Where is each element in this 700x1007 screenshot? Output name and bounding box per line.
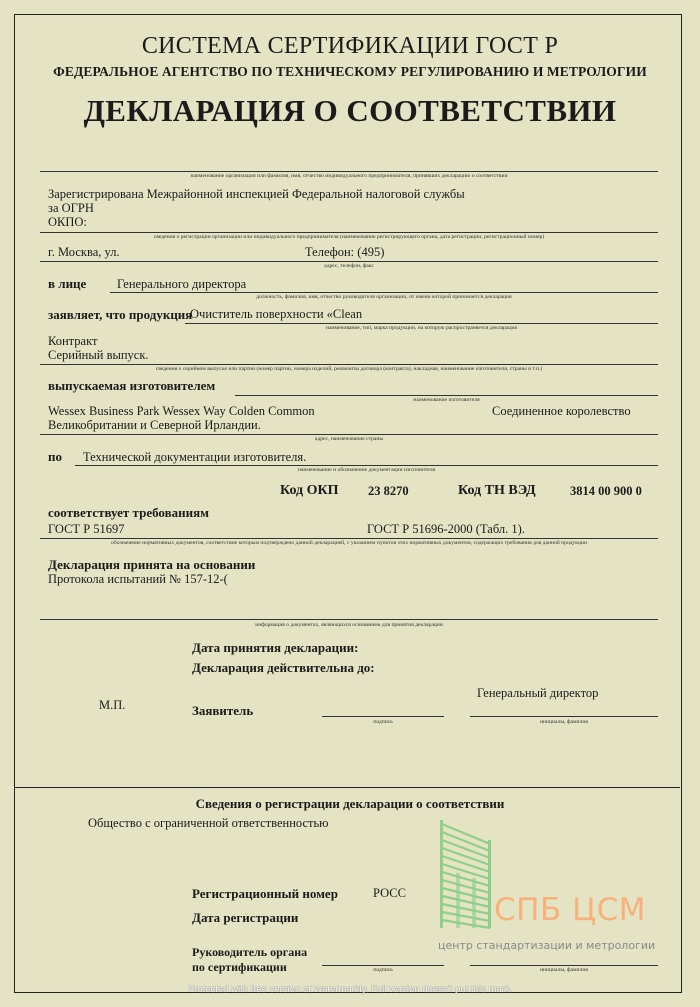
basis-doc-value: Технической документации изготовителя. [83, 450, 307, 464]
applicant-sign-label: Заявитель [192, 703, 254, 718]
acceptance-caption: информация о документах, являющихся основанием для принятия декларации [255, 622, 443, 628]
manufacturer-country: Соединенное королевство [492, 404, 631, 418]
agency-title: ФЕДЕРАЛЬНОЕ АГЕНТСТВО ПО ТЕХНИЧЕСКОМУ РЕГУЛИРОВАНИЮ И МЕТРОЛОГИИ [53, 64, 647, 79]
okp-code-label: Код ОКП [280, 483, 339, 498]
initials-line [470, 716, 658, 717]
logo-tagline: центр стандартизации и метрологии [438, 939, 656, 952]
signature-line [322, 716, 444, 717]
requirements-standard-2: ГОСТ Р 51696-2000 (Табл. 1). [367, 522, 525, 536]
watermark-text: Protected with free version of Watermarkly. Full version doesn't put this mark. [187, 984, 513, 995]
manufacturer-address-line [40, 434, 658, 435]
basis-doc-caption: наименование и обозначение документации изготовителя [297, 467, 436, 473]
valid-until-label: Декларация действительна до: [192, 660, 375, 675]
basis-doc-line [75, 465, 658, 466]
phone-text: Телефон: (495) [305, 245, 385, 259]
tnved-code-label: Код ТН ВЭД [458, 483, 536, 498]
cert-head-line-2: по сертификации [192, 960, 287, 974]
representative-line [110, 292, 658, 293]
representative-label: в лице [48, 276, 87, 291]
applicant-name-line [40, 171, 658, 172]
cert-head-line-1: Руководитель органа [192, 945, 308, 959]
manufacturer-address-2: Великобритании и Северной Ирландии. [48, 418, 261, 432]
acceptance-label: Декларация принята на основании [48, 557, 256, 572]
representative-value: Генерального директора [117, 277, 247, 291]
registration-body: Общество с ограниченной ответственностью [88, 816, 329, 830]
manufacturer-address-1: Wessex Business Park Wessex Way Colden Common [48, 404, 315, 418]
product-caption: наименование, тип, марка продукции, на которую распространяется декларация [326, 325, 517, 331]
certification-system-title: СИСТЕМА СЕРТИФИКАЦИИ ГОСТ Р [141, 33, 559, 59]
cert-initials-line [470, 965, 658, 966]
signature-caption: подпись [373, 719, 393, 725]
ogrn-text: за ОГРН [48, 201, 94, 215]
reg-date-label: Дата регистрации [192, 910, 299, 925]
requirements-label: соответствует требованиям [48, 505, 209, 520]
applicant-name-caption: наименование организации или фамилия, имя, отчество индивидуального предпринимателя, принявших декларацию о соответствии [190, 173, 508, 179]
signer-position: Генеральный директор [477, 686, 599, 700]
acceptance-value: Протокола испытаний № 157-12-( [48, 572, 228, 586]
manufacturer-line [235, 395, 658, 396]
okpo-text: ОКПО: [48, 215, 87, 229]
serial-caption: сведения о серийном выпуске или партии (номер партии, номера изделий, реквизиты договора (контракта), накладная, наименование изготовителя, страны и т.п.) [155, 366, 543, 372]
registration-caption: сведения о регистрации организации или индивидуального предпринимателя (наименование регистрирующего органа, дата регистрации, регистрационный номер) [153, 234, 545, 240]
stamp-label: М.П. [99, 698, 126, 712]
basis-doc-label: по [48, 449, 62, 464]
serial-text: Серийный выпуск. [48, 348, 149, 362]
manufacturer-label: выпускаемая изготовителем [48, 378, 216, 393]
requirements-caption: обозначение нормативных документов, соответствие которым подтверждено данной декларацией, с указанием пунктов этих нормативных документов, содержащих требования для данной продукции [111, 540, 587, 546]
okp-code-value: 23 8270 [368, 484, 409, 498]
product-value: Очиститель поверхности «Clean [190, 307, 363, 321]
tnved-code-value: 3814 00 900 0 [570, 484, 642, 498]
requirements-line [40, 538, 658, 539]
requirements-standard-1: ГОСТ Р 51697 [48, 522, 125, 536]
initials-caption: инициалы, фамилия [540, 719, 588, 725]
representative-caption: должность, фамилия, имя, отчество руководителя организации, от имени которой принимается декларация [256, 294, 512, 300]
cms-logo [438, 818, 658, 958]
logo-name: СПБ ЦСМ [494, 892, 647, 928]
registration-text: Зарегистрирована Межрайонной инспекцией Федеральной налоговой службы [48, 187, 465, 201]
building-logo-icon [438, 818, 498, 930]
serial-line [40, 364, 658, 365]
section-divider [15, 787, 680, 788]
manufacturer-address-caption: адрес, наименование страны [314, 436, 384, 442]
address-text: г. Москва, ул. [48, 245, 120, 259]
cert-signature-line [322, 965, 444, 966]
reg-number-label: Регистрационный номер [192, 886, 338, 901]
registration-heading: Сведения о регистрации декларации о соответствии [195, 796, 505, 811]
product-label: заявляет, что продукция [48, 307, 193, 322]
date-accepted-label: Дата принятия декларации: [192, 640, 359, 655]
contract-text: Контракт [48, 334, 98, 348]
cert-signature-caption: подпись [373, 967, 393, 973]
product-line [185, 323, 658, 324]
registration-line [40, 232, 658, 233]
reg-number-value: РОСС [373, 886, 406, 900]
manufacturer-caption: наименование изготовителя [413, 397, 480, 403]
cert-initials-caption: инициалы, фамилия [540, 967, 588, 973]
address-caption: адрес, телефон, факс [324, 263, 374, 269]
acceptance-line [40, 619, 658, 620]
address-line [40, 261, 658, 262]
declaration-title: ДЕКЛАРАЦИЯ О СООТВЕТСТВИИ [83, 93, 617, 128]
